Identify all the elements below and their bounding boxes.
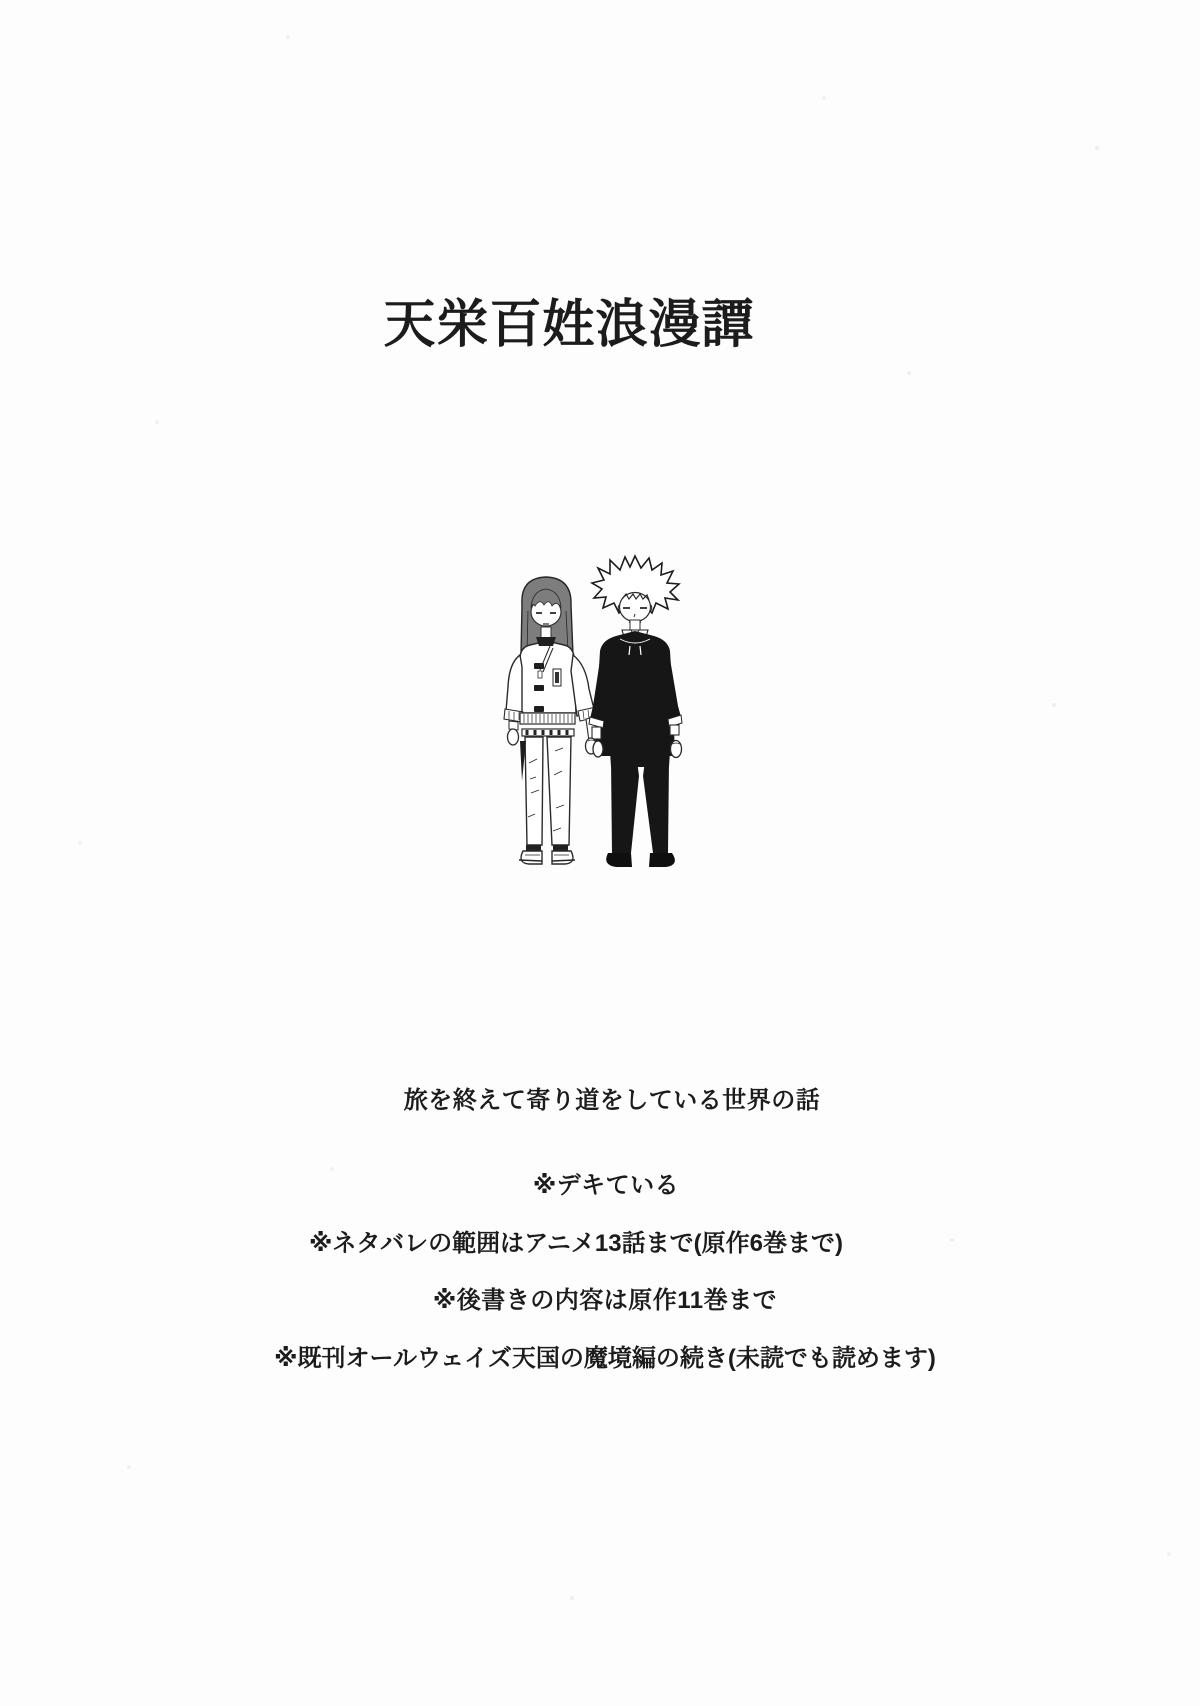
note-deki: ※デキている xyxy=(532,1172,680,1199)
girl-figure xyxy=(504,577,598,864)
page-title: 天栄百姓浪漫譚 xyxy=(383,297,755,354)
note-previous-book: ※既刊オールウェイズ天国の魔境編の続き(未読でも読めます) xyxy=(274,1345,936,1372)
note-afterword-scope: ※後書きの内容は原作11巻まで xyxy=(432,1287,778,1314)
story-caption: 旅を終えて寄り道をしている世界の話 xyxy=(403,1087,821,1114)
paper-texture-specks xyxy=(0,0,2,2)
boy-figure xyxy=(589,556,682,867)
girl-and-boy-holding-hands-drawing xyxy=(492,551,692,881)
couple-illustration xyxy=(492,551,692,881)
note-spoiler-range: ※ネタバレの範囲はアニメ13話まで(原作6巻まで) xyxy=(309,1230,843,1257)
